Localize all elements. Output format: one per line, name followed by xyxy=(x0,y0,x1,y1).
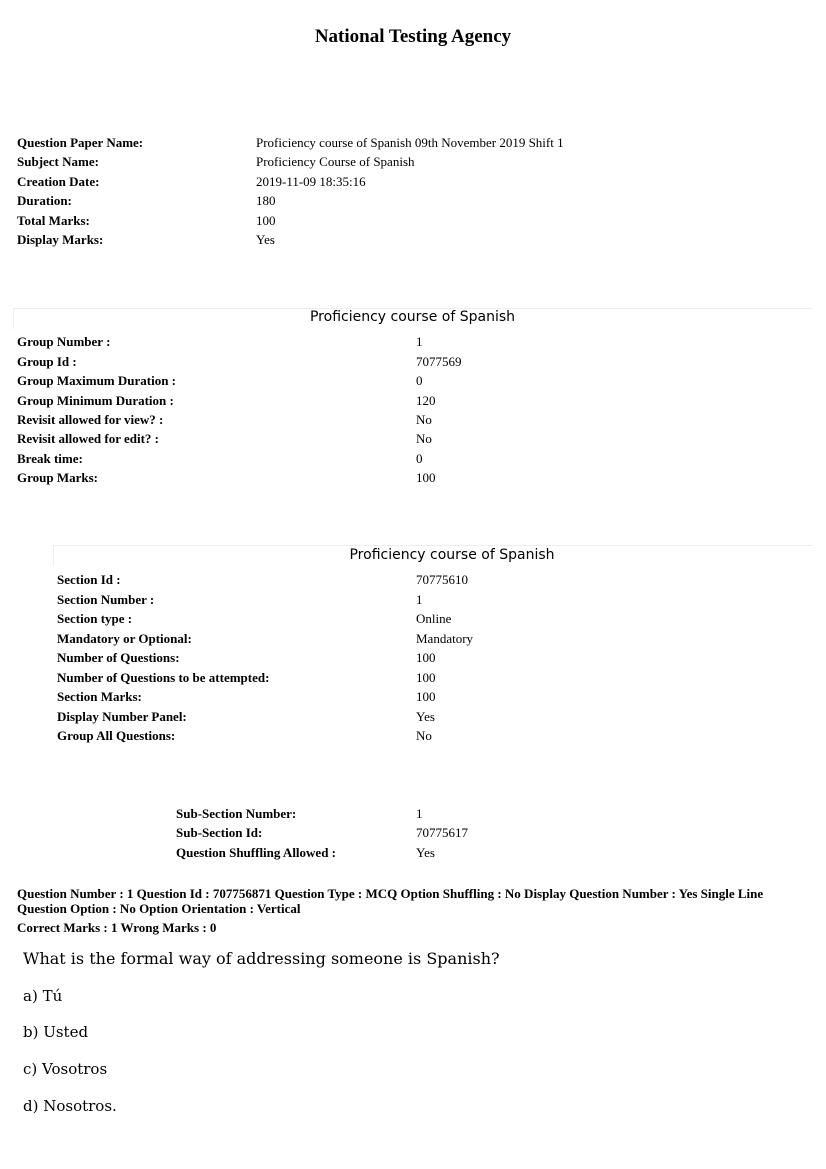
question-text: What is the formal way of addressing someone is Spanish? xyxy=(23,949,500,968)
group-value-marks: 100 xyxy=(416,470,436,485)
page-title: National Testing Agency xyxy=(314,26,512,47)
group-value-revisit-view: No xyxy=(416,412,432,427)
section-label-number: Section Number : xyxy=(57,592,155,607)
section-label-group-all: Group All Questions: xyxy=(57,728,176,743)
subsection-label-id: Sub-Section Id: xyxy=(176,825,263,840)
group-label-revisit-edit: Revisit allowed for edit? : xyxy=(17,431,160,446)
paper-label-duration: Duration: xyxy=(17,193,72,208)
subsection-value-shuffling: Yes xyxy=(416,845,435,860)
paper-label-subject: Subject Name: xyxy=(17,154,99,169)
group-label-max-duration: Group Maximum Duration : xyxy=(17,373,177,388)
section-banner: Proficiency course of Spanish xyxy=(349,547,555,563)
section-value-to-attempt: 100 xyxy=(416,670,436,685)
paper-label-date: Creation Date: xyxy=(17,174,100,189)
section-value-number: 1 xyxy=(416,592,423,607)
subsection-value-id: 70775617 xyxy=(416,825,468,840)
group-label-number: Group Number : xyxy=(17,334,111,349)
section-label-mandatory: Mandatory or Optional: xyxy=(57,631,192,646)
group-banner: Proficiency course of Spanish xyxy=(309,309,515,325)
paper-value-display-marks: Yes xyxy=(256,232,275,247)
section-value-type: Online xyxy=(416,611,452,626)
section-label-number-panel: Display Number Panel: xyxy=(57,709,187,724)
subsection-label-shuffling: Question Shuffling Allowed : xyxy=(176,845,337,860)
group-label-min-duration: Group Minimum Duration : xyxy=(17,393,174,408)
paper-label-total-marks: Total Marks: xyxy=(17,213,90,228)
section-label-to-attempt: Number of Questions to be attempted: xyxy=(57,670,270,685)
paper-value-subject: Proficiency Course of Spanish xyxy=(256,154,415,169)
section-value-mandatory: Mandatory xyxy=(416,631,474,646)
paper-value-total-marks: 100 xyxy=(256,213,276,228)
paper-value-name: Proficiency course of Spanish 09th November 2019 Shift 1 xyxy=(256,135,564,150)
section-value-group-all: No xyxy=(416,728,432,743)
section-value-marks: 100 xyxy=(416,689,436,704)
option-a: a) Tú xyxy=(23,987,63,1005)
section-label-id: Section Id : xyxy=(57,572,121,587)
group-label-id: Group Id : xyxy=(17,354,77,369)
question-meta: Question Number : 1 Question Id : 707756871 Question Type : MCQ Option Shuffling : No Display Question Number : Yes Single Line Question Option : No Option Orientation : Vertical xyxy=(17,886,764,916)
group-value-max-duration: 0 xyxy=(416,373,423,388)
question-marks: Correct Marks : 1 Wrong Marks : 0 xyxy=(17,920,217,935)
group-value-min-duration: 120 xyxy=(416,393,436,408)
option-d: d) Nosotros. xyxy=(23,1097,117,1115)
paper-label-display-marks: Display Marks: xyxy=(17,232,104,247)
group-value-break-time: 0 xyxy=(416,451,423,466)
section-value-num-questions: 100 xyxy=(416,650,436,665)
group-value-number: 1 xyxy=(416,334,423,349)
option-c: c) Vosotros xyxy=(23,1060,108,1078)
group-label-marks: Group Marks: xyxy=(17,470,99,485)
section-label-marks: Section Marks: xyxy=(57,689,142,704)
group-label-revisit-view: Revisit allowed for view? : xyxy=(17,412,164,427)
section-value-number-panel: Yes xyxy=(416,709,435,724)
paper-value-date: 2019-11-09 18:35:16 xyxy=(256,174,366,189)
section-value-id: 70775610 xyxy=(416,572,468,587)
subsection-value-number: 1 xyxy=(416,806,423,821)
section-label-type: Section type : xyxy=(57,611,133,626)
paper-label-name: Question Paper Name: xyxy=(17,135,144,150)
option-b: b) Usted xyxy=(23,1023,89,1041)
group-value-revisit-edit: No xyxy=(416,431,432,446)
paper-value-duration: 180 xyxy=(256,193,276,208)
section-label-num-questions: Number of Questions: xyxy=(57,650,180,665)
subsection-label-number: Sub-Section Number: xyxy=(176,806,297,821)
group-value-id: 7077569 xyxy=(416,354,462,369)
group-label-break-time: Break time: xyxy=(17,451,83,466)
